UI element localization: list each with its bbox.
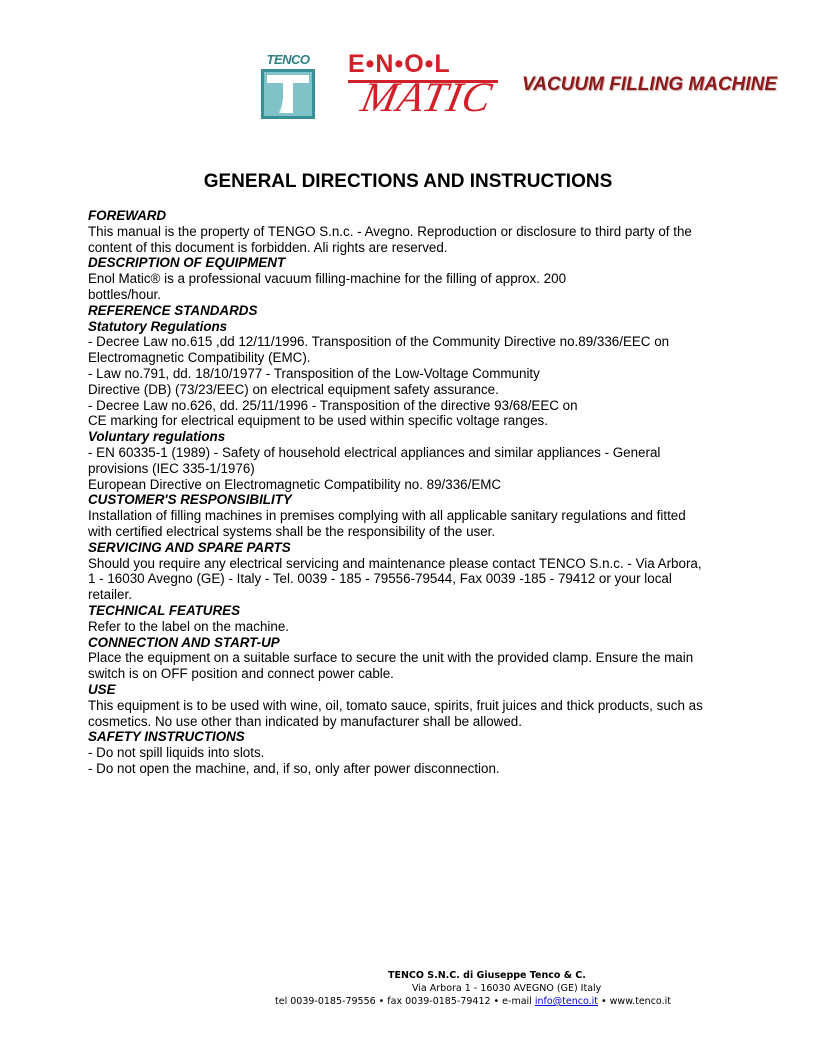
section-heading-technical: TECHNICAL FEATURES [88, 602, 241, 618]
footer-contacts [275, 996, 671, 1007]
paragraph-line: bottles/hour. [88, 286, 161, 302]
paragraph-line: CE marking for electrical equipment to be used within specific voltage ranges. [88, 413, 548, 429]
paragraph-line: provisions (IEC 335-1/1976) [88, 460, 255, 476]
enol-logo-text: E•N•O•L [348, 50, 451, 78]
footer-email-link[interactable]: info@tenco.it [534, 996, 599, 1007]
section-heading-use: USE [88, 681, 116, 697]
document-body [88, 208, 738, 777]
section-heading-description: DESCRIPTION OF EQUIPMENT [88, 255, 286, 271]
paragraph-line: 1 - 16030 Avegno (GE) - Italy - Tel. 0039 - 185 - 79556-79544, Fax 0039 -185 - 79412 or your local [88, 571, 672, 587]
paragraph-line: retailer. [88, 587, 132, 603]
subsection-heading-voluntary: Voluntary regulations [88, 429, 226, 445]
subsection-heading-statutory: Statutory Regulations [88, 318, 228, 334]
section-heading-foreward: FOREWARD [88, 208, 167, 223]
paragraph-line: - Do not spill liquids into slots. [88, 745, 265, 761]
paragraph-line: content of this document is forbidden. Ali rights are reserved. [88, 239, 448, 255]
section-heading-safety: SAFETY INSTRUCTIONS [88, 729, 245, 745]
paragraph-line: Place the equipment on a suitable surface to secure the unit with the provided clamp. Ensure the main [88, 650, 694, 666]
footer-address: Via Arbora 1 - 16030 AVEGNO (GE) Italy [412, 983, 602, 994]
paragraph-line: European Directive on Electromagnetic Compatibility no. 89/336/EMC [88, 476, 502, 492]
paragraph-line: switch is on OFF position and connect power cable. [88, 666, 394, 682]
tenco-logo [253, 52, 323, 120]
section-heading-servicing: SERVICING AND SPARE PARTS [88, 539, 291, 555]
paragraph-line: - EN 60335-1 (1989) - Safety of household electrical appliances and similar appliances - General [88, 444, 661, 460]
header-title: VACUUM FILLING MACHINE [522, 74, 778, 95]
matic-logo-text: MATIC [357, 75, 497, 121]
section-heading-reference: REFERENCE STANDARDS [88, 302, 258, 318]
paragraph-line: This equipment is to be used with wine, oil, tomato sauce, spirits, fruit juices and thick products, such as [88, 697, 703, 713]
document-title: GENERAL DIRECTIONS AND INSTRUCTIONS [203, 171, 613, 192]
footer-contacts-prefix: tel 0039-0185-79556 • fax 0039-0185-79412 • e-mail [275, 996, 535, 1007]
paragraph-line: Electromagnetic Compatibility (EMC). [88, 350, 311, 366]
paragraph-line: Refer to the label on the machine. [88, 618, 289, 634]
enol-matic-logo [348, 50, 500, 122]
paragraph-line: - Decree Law no.615 ,dd 12/11/1996. Transposition of the Community Directive no.89/336/EEC on [88, 334, 670, 350]
paragraph-line: - Decree Law no.626, dd. 25/11/1996 - Transposition of the directive 93/68/EEC on [88, 397, 578, 413]
section-heading-customer: CUSTOMER'S RESPONSIBILITY [88, 492, 292, 508]
paragraph-line: This manual is the property of TENGO S.n.c. - Avegno. Reproduction or disclosure to third party of the [88, 223, 692, 239]
paragraph-line: - Law no.791, dd. 18/10/1977 - Transposition of the Low-Voltage Community [88, 365, 540, 381]
footer-company: TENCO S.N.C. di Giuseppe Tenco & C. [388, 970, 586, 981]
paragraph-line: Directive (DB) (73/23/EEC) on electrical equipment safety assurance. [88, 381, 499, 397]
paragraph-line: Should you require any electrical servicing and maintenance please contact TENCO S.n.c. - Via Arbora, [88, 555, 702, 571]
paragraph-line: - Do not open the machine, and, if so, only after power disconnection. [88, 760, 500, 776]
footer-contacts-suffix: • www.tenco.it [598, 996, 671, 1007]
tenco-logo-text: TENCO [266, 52, 310, 67]
paragraph-line: cosmetics. No use other than indicated by manufacturer shall be allowed. [88, 713, 522, 729]
tenco-t-icon [261, 69, 315, 119]
section-heading-connection: CONNECTION AND START-UP [88, 634, 280, 650]
paragraph-line: Installation of filling machines in premises complying with all applicable sanitary regulations and fitted [88, 508, 686, 524]
paragraph-line: with certified electrical systems shall be the responsibility of the user. [88, 523, 496, 539]
paragraph-line: Enol Matic® is a professional vacuum filling-machine for the filling of approx. 200 [88, 271, 567, 287]
